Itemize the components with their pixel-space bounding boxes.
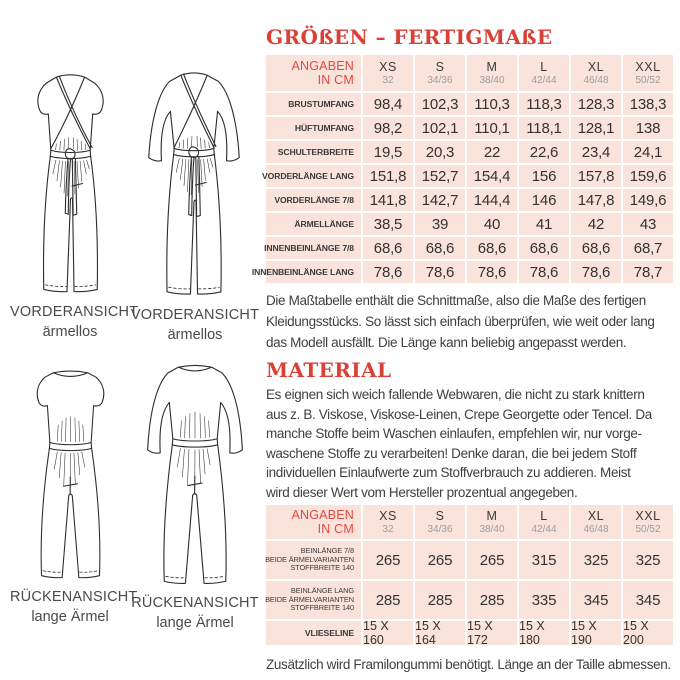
measurement-cell [571, 117, 621, 139]
size-column-header [467, 505, 517, 539]
size-column-header [363, 505, 413, 539]
measurement-cell [415, 93, 465, 115]
figure-caption [130, 594, 260, 632]
measurement-cell [623, 213, 673, 235]
measurement-value: 142,7 [421, 191, 459, 209]
table-row [266, 621, 673, 645]
measurement-value: 68,6 [425, 239, 455, 257]
figure-front-view-long-sleeves [130, 60, 260, 344]
material-section-title: MATERIAL [266, 358, 392, 382]
measurement-cell [519, 141, 569, 163]
row-label-line: ÄRMELLÄNGE [294, 219, 354, 229]
measurement-cell [415, 213, 465, 235]
measurement-value: 285 [479, 591, 505, 609]
table-row [266, 237, 673, 259]
measurement-value: 15 X 190 [571, 619, 597, 647]
table-header-row [266, 505, 673, 539]
measurement-cell [467, 141, 517, 163]
measurement-value: 141,8 [369, 191, 407, 209]
row-label-line: INNENBEINLÄNGE 7/8 [264, 243, 354, 253]
measurement-value: 110,1 [474, 119, 510, 137]
jumpsuit-front-sleeveless-drawing [15, 64, 126, 301]
row-label [266, 541, 361, 579]
row-label [266, 621, 361, 645]
row-label [266, 189, 361, 211]
measurement-cell [571, 213, 621, 235]
measurement-cell [519, 189, 569, 211]
measurement-value: 15 X 164 [415, 619, 441, 647]
measurement-value: 151,8 [369, 167, 407, 185]
size-number: 42/44 [531, 74, 557, 86]
measurement-cell [415, 261, 465, 283]
size-column-header [415, 505, 465, 539]
row-label-line: HÜFTUMFANG [294, 123, 354, 133]
measurement-value: 144,4 [473, 191, 511, 209]
measurement-cell [467, 117, 517, 139]
measurement-cell [467, 165, 517, 187]
text-line: Kleidungsstücks. So lässt sich einfach überprüfen, wie weit oder lang [266, 314, 655, 329]
size-number: 38/40 [479, 523, 505, 535]
measurement-cell [415, 165, 465, 187]
size-column-header [623, 55, 673, 91]
measurement-cell [467, 261, 517, 283]
text-column [251, 0, 673, 675]
measurement-cell [519, 261, 569, 283]
measurement-value: 159,6 [629, 167, 667, 185]
measurement-cell [415, 581, 465, 619]
size-name: XXL [635, 59, 661, 74]
measurement-value: 68,7 [633, 239, 663, 257]
size-name: XXL [635, 508, 661, 523]
size-number: 32 [382, 74, 394, 86]
size-column-header [363, 55, 413, 91]
measurement-cell [623, 581, 673, 619]
measurement-value: 78,6 [373, 263, 403, 281]
sizes-section-title: GRÖßEN – FERTIGMAßE [266, 25, 553, 49]
measurement-cell [467, 189, 517, 211]
figure-back-view-long-sleeves [130, 352, 260, 632]
size-name: XS [379, 59, 397, 74]
measurement-value: 128,3 [577, 95, 615, 113]
size-name: M [486, 59, 498, 74]
measurement-cell [571, 581, 621, 619]
text-line: Zusätzlich wird Framilongummi benötigt. Länge an der Taille abmessen. [266, 657, 671, 672]
row-label-line: BEINLÄNGE LANG [290, 586, 354, 596]
row-label-line: VORDERLÄNGE 7/8 [274, 195, 354, 205]
measurement-value: 78,7 [633, 263, 663, 281]
measurement-cell [519, 581, 569, 619]
table-units-line: IN CM [317, 522, 354, 536]
row-label-line: VORDERLÄNGE LANG [262, 171, 354, 181]
size-number: 42/44 [531, 523, 557, 535]
text-line: individuellen Einlaufwerte zum Stoffverbrauch zu addieren. Meist [266, 465, 631, 480]
table-row [266, 213, 673, 235]
measurement-cell [623, 93, 673, 115]
size-name: L [540, 59, 548, 74]
figure-caption-title: VORDERANSICHT [130, 307, 260, 323]
table-row [266, 117, 673, 139]
measurement-cell [519, 213, 569, 235]
measurement-cell [623, 261, 673, 283]
measurement-cell [519, 237, 569, 259]
table-row [266, 581, 673, 619]
figure-front-view-sleeveless [10, 64, 139, 341]
text-line: wird dieser Wert vom Hersteller prozentual angegeben. [266, 484, 578, 500]
row-label [266, 141, 361, 163]
row-label [266, 581, 361, 619]
measurement-cell [363, 237, 413, 259]
measurement-value: 41 [535, 215, 553, 233]
measurement-cell [571, 261, 621, 283]
figure-caption-subtitle: ärmellos [42, 324, 98, 340]
measurement-cell [363, 141, 413, 163]
table-row [266, 189, 673, 211]
measurement-cell [363, 213, 413, 235]
measurement-value: 147,8 [577, 191, 615, 209]
size-number: 34/36 [427, 523, 453, 535]
measurement-cell [363, 117, 413, 139]
measurement-cell [415, 189, 465, 211]
figure-caption [10, 588, 138, 626]
size-column-header [467, 55, 517, 91]
measurement-value: 22 [483, 143, 501, 161]
measurement-cell [571, 621, 621, 645]
measurement-cell [415, 141, 465, 163]
size-name: L [540, 508, 548, 523]
measurement-cell [623, 621, 673, 645]
figure-caption-title: RÜCKENANSICHT [10, 589, 138, 605]
measurement-value: 285 [375, 591, 401, 609]
text-line: aus z. B. Viskose, Viskose-Leinen, Crepe Georgette oder Tencel. Da [266, 406, 652, 422]
row-label [262, 165, 361, 187]
size-column-header [519, 505, 569, 539]
figure-caption-subtitle: lange Ärmel [31, 609, 109, 625]
figure-caption-subtitle: ärmellos [167, 327, 223, 343]
measurement-value: 128,1 [577, 119, 615, 137]
size-number: 50/52 [635, 523, 661, 535]
row-label-line: BRUSTUMFANG [288, 99, 354, 109]
row-label-line: SCHULTERBREITE [277, 147, 354, 157]
row-label [251, 261, 361, 283]
size-name: XL [587, 508, 605, 523]
measurement-value: 78,6 [425, 263, 455, 281]
measurement-cell [415, 237, 465, 259]
table-row [266, 93, 673, 115]
measurement-cell [571, 93, 621, 115]
measurement-value: 345 [583, 591, 609, 609]
measurement-value: 149,6 [629, 191, 667, 209]
measurement-value: 42 [587, 215, 605, 233]
measurement-cell [363, 189, 413, 211]
size-number: 46/48 [583, 523, 609, 535]
row-label-line: STOFFBREITE 140 [290, 563, 354, 573]
measurement-value: 43 [639, 215, 657, 233]
row-label-line: BEIDE ÄRMELVARIANTEN [265, 594, 354, 604]
measurement-value: 138,3 [629, 95, 667, 113]
measurement-cell [623, 141, 673, 163]
text-line: waschene Stoffe zu verarbeiten! Denke daran, die bei jedem Stoff [266, 445, 637, 461]
table-row [266, 141, 673, 163]
measurement-value: 118,3 [526, 95, 562, 113]
measurement-cell [571, 141, 621, 163]
figure-caption-title: RÜCKENANSICHT [131, 595, 259, 611]
measurement-cell [571, 541, 621, 579]
figure-caption [130, 306, 260, 344]
size-number: 46/48 [583, 74, 609, 86]
measurement-cell [363, 581, 413, 619]
measurement-value: 68,6 [581, 239, 611, 257]
measurement-cell [519, 93, 569, 115]
measurement-cell [467, 237, 517, 259]
measurement-value: 68,6 [373, 239, 403, 257]
measurement-value: 15 X 200 [623, 619, 649, 647]
measurement-cell [363, 621, 413, 645]
measurement-cell [467, 581, 517, 619]
table-units-line: IN CM [317, 73, 354, 87]
table-units-line: ANGABEN [291, 508, 354, 522]
measurement-cell [623, 165, 673, 187]
figure-back-view-cap-sleeve [10, 358, 138, 626]
size-name: S [435, 59, 445, 74]
measurement-cell [519, 541, 569, 579]
measurement-cell [519, 117, 569, 139]
measurement-cell [519, 621, 569, 645]
measurement-value: 24,1 [633, 143, 663, 161]
text-line: manche Stoffe beim Waschen einlaufen, empfehlen wir, nur vorge- [266, 426, 642, 441]
measurement-value: 265 [427, 551, 453, 569]
row-label-line: INNENBEINLÄNGE LANG [251, 267, 354, 277]
measurement-value: 152,7 [421, 167, 459, 185]
measurement-cell [571, 165, 621, 187]
sizes-note-paragraph [266, 290, 673, 353]
measurement-cell [623, 117, 673, 139]
measurement-value: 15 X 172 [467, 619, 493, 647]
measurement-value: 78,6 [581, 263, 611, 281]
measurement-value: 78,6 [529, 263, 559, 281]
measurement-value: 40 [483, 215, 501, 233]
table-row [262, 165, 673, 187]
measurement-value: 20,3 [425, 143, 455, 161]
measurement-value: 325 [635, 551, 661, 569]
measurement-value: 98,4 [373, 95, 403, 113]
measurement-cell [571, 189, 621, 211]
row-label-line: BEINLÄNGE 7/8 [300, 546, 354, 556]
measurement-value: 265 [375, 551, 401, 569]
measurement-cell [415, 621, 465, 645]
measurement-cell [623, 541, 673, 579]
text-line: das Modell ausfällt. Die Länge kann beliebig angepasst werden. [266, 335, 627, 350]
measurement-value: 19,5 [373, 143, 403, 161]
measurement-value: 285 [427, 591, 453, 609]
measurement-value: 315 [531, 551, 557, 569]
measurement-value: 102,1 [421, 119, 459, 137]
measurement-cell [623, 189, 673, 211]
table-row [266, 541, 673, 579]
measurement-cell [467, 93, 517, 115]
size-column-header [571, 505, 621, 539]
jumpsuit-back-sleeved-drawing [132, 352, 258, 592]
measurement-cell [467, 541, 517, 579]
measurement-value: 118,1 [526, 119, 562, 137]
measurement-value: 110,3 [474, 95, 510, 113]
row-label [266, 213, 361, 235]
size-column-header [519, 55, 569, 91]
figure-caption-subtitle: lange Ärmel [156, 615, 234, 631]
measurement-cell [467, 213, 517, 235]
table-header-row [266, 55, 673, 91]
table-units-label [266, 55, 361, 91]
row-label [266, 117, 361, 139]
size-column-header [415, 55, 465, 91]
size-number: 50/52 [635, 74, 661, 86]
figure-caption-title: VORDERANSICHT [10, 304, 139, 320]
measurement-cell [571, 237, 621, 259]
material-intro-paragraph [266, 385, 673, 502]
measurement-value: 38,5 [373, 215, 403, 233]
fabric-requirements-table [266, 505, 673, 645]
measurement-value: 157,8 [577, 167, 615, 185]
measurement-value: 78,6 [477, 263, 507, 281]
jumpsuit-back-cap-sleeve-drawing [14, 358, 127, 586]
row-label-line: VLIESELINE [304, 628, 354, 638]
size-name: S [435, 508, 445, 523]
size-column-header [623, 505, 673, 539]
measurement-value: 68,6 [477, 239, 507, 257]
row-label-line: BEIDE ÄRMELVARIANTEN [265, 554, 354, 564]
measurement-value: 146 [531, 191, 557, 209]
measurement-value: 335 [531, 591, 557, 609]
table-row [251, 261, 673, 283]
measurement-value: 265 [479, 551, 505, 569]
size-column-header [571, 55, 621, 91]
measurement-value: 39 [431, 215, 449, 233]
table-units-line: ANGABEN [291, 59, 354, 73]
measurement-value: 15 X 180 [519, 619, 545, 647]
measurement-cell [363, 541, 413, 579]
measurement-value: 156 [531, 167, 557, 185]
size-number: 32 [382, 523, 394, 535]
row-label-line: STOFFBREITE 140 [290, 603, 354, 613]
finished-measurements-table [251, 55, 673, 283]
measurement-value: 22,6 [529, 143, 559, 161]
measurement-value: 138 [635, 119, 661, 137]
measurement-cell [519, 165, 569, 187]
size-number: 38/40 [479, 74, 505, 86]
measurement-cell [415, 117, 465, 139]
size-number: 34/36 [427, 74, 453, 86]
figure-caption [10, 303, 139, 341]
measurement-value: 98,2 [373, 119, 403, 137]
measurement-value: 325 [583, 551, 609, 569]
size-name: XL [587, 59, 605, 74]
size-name: XS [379, 508, 397, 523]
row-label [266, 93, 361, 115]
table-units-label [266, 505, 361, 539]
measurement-value: 345 [635, 591, 661, 609]
measurement-value: 23,4 [581, 143, 611, 161]
measurement-cell [363, 165, 413, 187]
text-line: Die Maßtabelle enthält die Schnittmaße, also die Maße des fertigen [266, 293, 646, 308]
measurement-cell [363, 261, 413, 283]
measurement-cell [623, 237, 673, 259]
row-label [266, 237, 361, 259]
jumpsuit-front-sleeved-drawing [134, 60, 256, 304]
measurement-value: 68,6 [529, 239, 559, 257]
measurement-value: 154,4 [473, 167, 511, 185]
measurement-value: 102,3 [421, 95, 459, 113]
material-note-paragraph [266, 654, 673, 675]
measurement-cell [415, 541, 465, 579]
measurement-cell [363, 93, 413, 115]
measurement-cell [467, 621, 517, 645]
text-line: Es eignen sich weich fallende Webwaren, die nicht zu stark knittern [266, 387, 645, 402]
measurement-value: 15 X 160 [363, 619, 389, 647]
size-name: M [486, 508, 498, 523]
